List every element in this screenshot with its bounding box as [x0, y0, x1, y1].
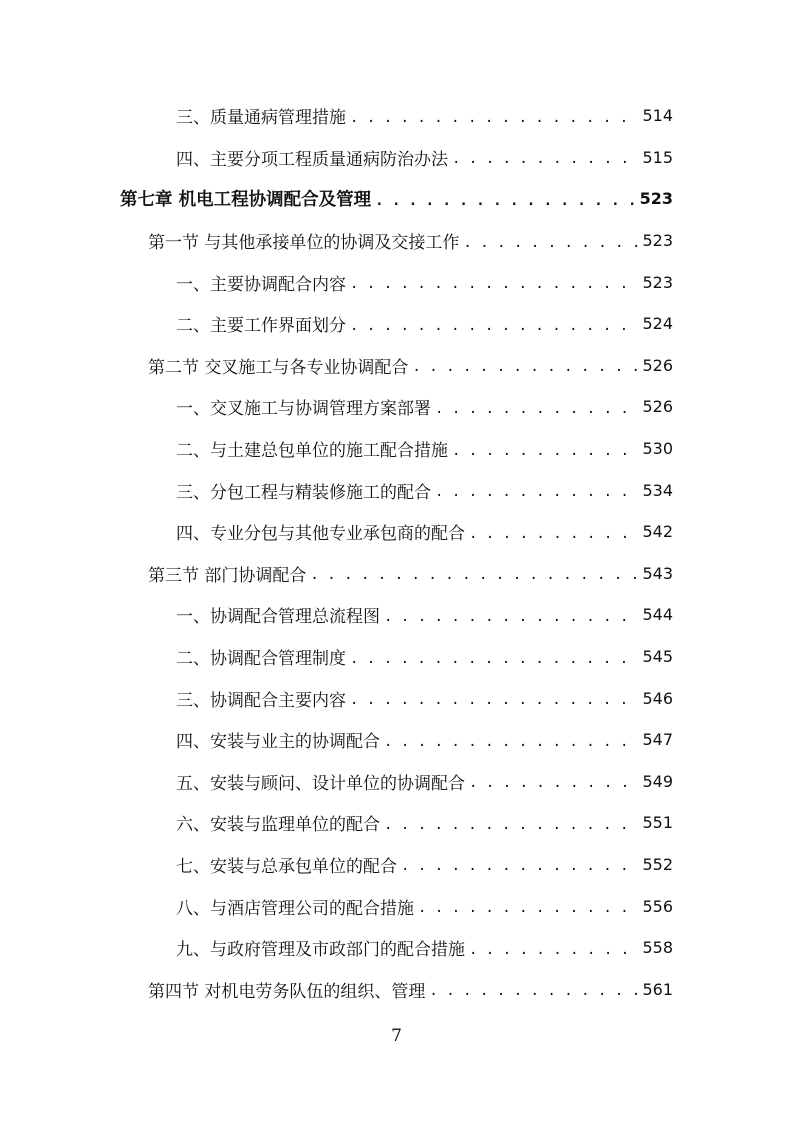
table-of-contents — [0, 95, 793, 1010]
toc-entry-title: 一、主要协调配合内容 — [176, 274, 346, 295]
toc-entry-title: 三、协调配合主要内容 — [176, 690, 346, 711]
toc-entry-item[interactable] — [0, 386, 793, 428]
toc-entry-title: 三、质量通病管理措施 — [176, 108, 346, 129]
toc-entry-page-number: 561 — [642, 979, 673, 999]
toc-entry-page-number: 526 — [642, 397, 673, 417]
toc-entry-chapter[interactable] — [0, 178, 793, 220]
toc-dot-leader — [418, 901, 638, 915]
toc-entry-title: 七、安装与总承包单位的配合 — [176, 856, 397, 877]
toc-entry-item[interactable] — [0, 428, 793, 470]
toc-dot-leader — [469, 527, 638, 541]
toc-entry-item[interactable] — [0, 95, 793, 137]
toc-entry-item[interactable] — [0, 594, 793, 636]
toc-dot-leader — [350, 111, 638, 125]
toc-entry-item[interactable] — [0, 927, 793, 969]
toc-entry-title: 第七章 机电工程协调配合及管理 — [120, 190, 372, 211]
toc-entry-page-number: 551 — [642, 813, 673, 833]
toc-entry-title: 四、专业分包与其他专业承包商的配合 — [176, 524, 465, 545]
toc-dot-leader — [350, 652, 638, 666]
toc-dot-leader — [310, 568, 638, 582]
toc-entry-item[interactable] — [0, 636, 793, 678]
toc-dot-leader — [350, 319, 638, 333]
toc-entry-title: 五、安装与顾问、设计单位的协调配合 — [176, 773, 465, 794]
toc-entry-section[interactable] — [0, 220, 793, 262]
toc-entry-title: 第一节 与其他承接单位的协调及交接工作 — [148, 233, 460, 254]
toc-entry-title: 二、协调配合管理制度 — [176, 649, 346, 670]
toc-entry-section[interactable] — [0, 553, 793, 595]
toc-dot-leader — [350, 693, 638, 707]
toc-entry-page-number: 526 — [642, 355, 673, 375]
toc-entry-title: 二、主要工作界面划分 — [176, 316, 346, 337]
toc-dot-leader — [350, 277, 638, 291]
toc-entry-page-number: 542 — [642, 522, 673, 542]
toc-entry-item[interactable] — [0, 677, 793, 719]
toc-dot-leader — [469, 776, 638, 790]
toc-dot-leader — [435, 485, 638, 499]
toc-dot-leader — [452, 444, 638, 458]
toc-entry-page-number: 530 — [642, 439, 673, 459]
toc-entry-item[interactable] — [0, 844, 793, 886]
toc-entry-item[interactable] — [0, 719, 793, 761]
toc-entry-title: 四、安装与业主的协调配合 — [176, 732, 380, 753]
toc-entry-item[interactable] — [0, 261, 793, 303]
toc-dot-leader — [401, 859, 638, 873]
toc-dot-leader — [435, 402, 638, 416]
toc-entry-page-number: 547 — [642, 730, 673, 750]
toc-entry-title: 一、交叉施工与协调管理方案部署 — [176, 399, 431, 420]
toc-entry-page-number: 514 — [642, 106, 673, 126]
toc-entry-title: 四、主要分项工程质量通病防治办法 — [176, 149, 448, 170]
toc-entry-item[interactable] — [0, 802, 793, 844]
toc-entry-page-number: 543 — [642, 563, 673, 583]
toc-dot-leader — [384, 610, 638, 624]
toc-entry-page-number: 556 — [642, 896, 673, 916]
toc-entry-item[interactable] — [0, 303, 793, 345]
toc-entry-page-number: 523 — [642, 272, 673, 292]
toc-entry-page-number: 524 — [642, 314, 673, 334]
toc-entry-title: 三、分包工程与精装修施工的配合 — [176, 482, 431, 503]
page-number: 7 — [391, 1026, 402, 1046]
toc-entry-item[interactable] — [0, 469, 793, 511]
toc-entry-page-number: 544 — [642, 605, 673, 625]
toc-dot-leader — [469, 943, 638, 957]
toc-entry-item[interactable] — [0, 137, 793, 179]
toc-entry-page-number: 515 — [642, 147, 673, 167]
toc-entry-item[interactable] — [0, 511, 793, 553]
toc-dot-leader — [412, 360, 638, 374]
toc-dot-leader — [463, 236, 638, 250]
toc-entry-page-number: 552 — [642, 854, 673, 874]
toc-entry-title: 九、与政府管理及市政部门的配合措施 — [176, 940, 465, 961]
toc-entry-page-number: 549 — [642, 771, 673, 791]
toc-dot-leader — [375, 194, 636, 208]
toc-entry-section[interactable] — [0, 968, 793, 1010]
toc-entry-item[interactable] — [0, 885, 793, 927]
toc-entry-item[interactable] — [0, 761, 793, 803]
toc-entry-page-number: 545 — [642, 647, 673, 667]
toc-entry-page-number: 546 — [642, 688, 673, 708]
toc-entry-title: 第三节 部门协调配合 — [148, 565, 307, 586]
toc-entry-title: 八、与酒店管理公司的配合措施 — [176, 898, 414, 919]
toc-entry-section[interactable] — [0, 345, 793, 387]
toc-entry-page-number: 558 — [642, 938, 673, 958]
toc-entry-title: 一、协调配合管理总流程图 — [176, 607, 380, 628]
toc-entry-title: 六、安装与监理单位的配合 — [176, 815, 380, 836]
toc-entry-page-number: 534 — [642, 480, 673, 500]
toc-dot-leader — [452, 152, 638, 166]
toc-entry-page-number: 523 — [639, 189, 673, 209]
toc-entry-title: 第二节 交叉施工与各专业协调配合 — [148, 357, 409, 378]
toc-dot-leader — [429, 984, 638, 998]
toc-entry-title: 第四节 对机电劳务队伍的组织、管理 — [148, 981, 426, 1002]
toc-dot-leader — [384, 818, 638, 832]
toc-entry-page-number: 523 — [642, 231, 673, 251]
toc-dot-leader — [384, 735, 638, 749]
toc-entry-title: 二、与土建总包单位的施工配合措施 — [176, 441, 448, 462]
